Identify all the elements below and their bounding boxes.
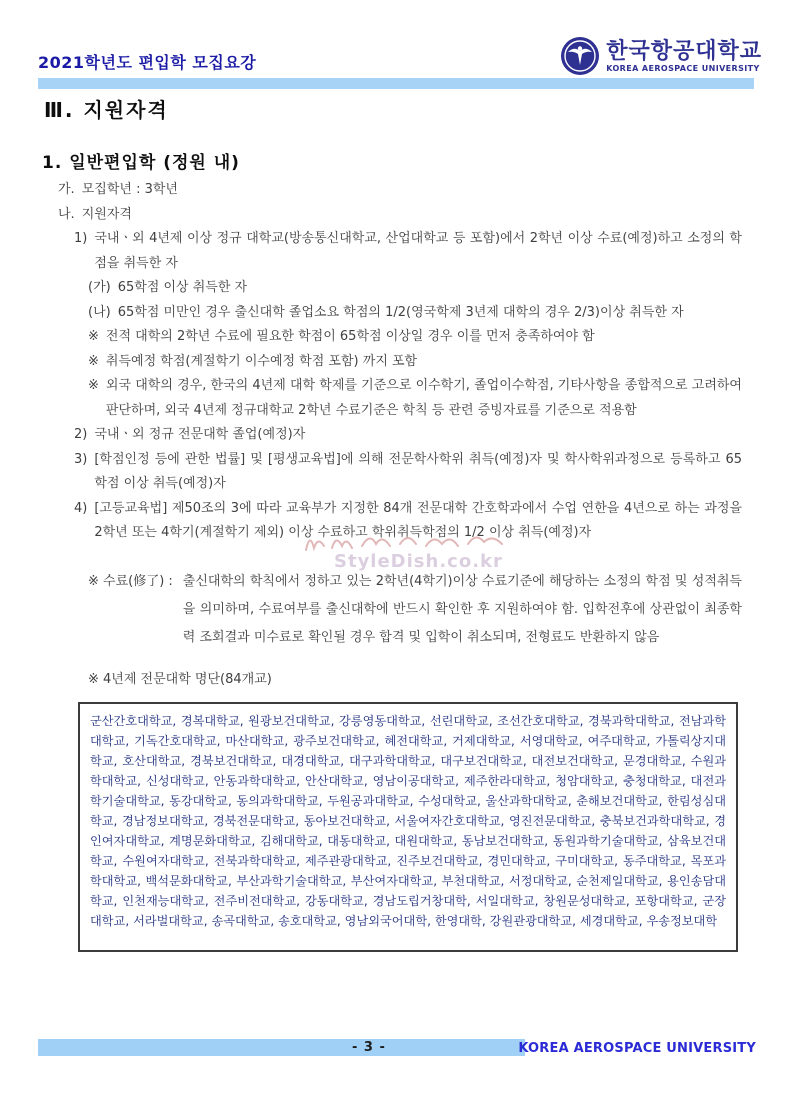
section-heading: 1. 일반편입학 (정원 내) xyxy=(42,153,240,173)
list-item xyxy=(58,448,742,497)
university-logo xyxy=(560,36,762,76)
list-item xyxy=(58,350,742,375)
university-name-korean: 한국항공대학교 xyxy=(606,38,762,64)
list-item xyxy=(58,203,742,228)
item-text: [학점인정 등에 관한 법률] 및 [평생교육법]에 의해 전문학사학위 취득(예정)자 및 학사학위과정으로 등록하고 65학점 이상 취득(예정)자 xyxy=(94,451,742,491)
footer-bar xyxy=(38,1039,525,1056)
list-item xyxy=(58,276,742,301)
item-text: 지원자격 xyxy=(81,206,132,222)
item-marker: (가) xyxy=(88,280,111,295)
note-marker: ※ 수료(修了) : xyxy=(88,573,173,589)
page-title: Ⅲ. 지원자격 xyxy=(44,98,169,122)
list-item xyxy=(58,301,742,326)
college-list-box: 군산간호대학교, 경복대학교, 원광보건대학교, 강릉영동대학교, 선린대학교, 조선간호대학교, 경북과학대학교, 전남과학대학교, 기독간호대학교, 마산대학교, 광주보건대학교, 혜전대학교, 거제대학교, 서영대학교, 여주대학교, 가톨릭상지대학교, 호산대학교, 경북보건대학교, 대경대학교, 대구과학대학교, 대구보건대학교, 대전보건대학교, 문경대학교, 수원과학대학교, 신성대학교, 안동과학대학교, 안산대학교, 영남이공대학교, 제주한라대학교, 청암대학교, 충청대학교, 대전과학기술대학교, 동강대학교, 동의과학대학교, 두원공과대학교, 수성대학교, 울산과학대학교, 춘해보건대학교, 한림성심대학교, 경남정보대학교, 경북전문대학교, 동아보건대학교, 서울여자간호대학교, 영진전문대학교, 충북보건과학대학교, 경인여자대학교, 계명문화대학교, 김해대학교, 대동대학교, 대원대학교, 동남보건대학교, 동원과학기술대학교, 삼육보건대학교, 수원여자대학교, 전북과학대학교, 제주관광대학교, 진주보건대학교, 경민대학교, 구미대학교, 동주대학교, 목포과학대학교, 백석문화대학교, 부산과학기술대학교, 부산여자대학교, 부천대학교, 서정대학교, 순천제일대학교, 용인송담대학교, 인천재능대학교, 전주비전대학교, 강동대학교, 경남도립거창대학, 서일대학교, 창원문성대학교, 포항대학교, 군장대학교, 서라벌대학교, 송곡대학교, 송호대학교, 영남외국어대학, 한영대학, 강원관광대학교, 세경대학교, 우송정보대학 xyxy=(78,702,738,952)
item-text: 취득예정 학점(계절학기 이수예정 학점 포함) 까지 포함 xyxy=(105,353,418,369)
list-item xyxy=(58,497,742,546)
item-marker: 4) xyxy=(74,500,88,516)
item-text: 65학점 이상 취득한 자 xyxy=(117,280,248,295)
item-text: 외국 대학의 경우, 한국의 4년제 대학 학제를 기준으로 이수학기, 졸업이수학점, 기타사항을 종합적으로 고려하여 판단하며, 외국 4년제 정규대학교 2학년 수료기준은 학칙 등 관련 증빙자료를 기준으로 적용함 xyxy=(105,378,742,418)
item-marker: 1) xyxy=(74,231,88,246)
note-text: 출신대학의 학칙에서 정하고 있는 2학년(4학기)이상 수료기준에 해당하는 소정의 학점 및 성적취득을 의미하며, 수료여부를 출신대학에 반드시 확인한 후 지원하여야 함. 입학전후에 상관없이 최종학력 조회결과 미수료로 확인될 경우 합격 및 입학이 취소되며, 전형료도 반환하지 않음 xyxy=(182,573,742,645)
item-marker: 3) xyxy=(74,451,88,467)
university-name-english: KOREA AEROSPACE UNIVERSITY xyxy=(606,63,760,73)
item-marker: 나. xyxy=(58,206,75,222)
college-list-heading: ※ 4년제 전문대학 명단(84개교) xyxy=(88,671,272,687)
list-item xyxy=(58,423,742,448)
list-item xyxy=(58,178,742,203)
item-marker: ※ xyxy=(88,353,99,369)
university-emblem-icon xyxy=(560,36,600,76)
list-item xyxy=(58,325,742,350)
item-text: 국내ㆍ외 정규 전문대학 졸업(예정)자 xyxy=(94,427,306,442)
university-logo-text xyxy=(606,40,762,73)
watermark-site-text: StyleDish.co.kr xyxy=(334,551,503,572)
footer-university-name: KOREA AEROSPACE UNIVERSITY xyxy=(518,1041,756,1056)
completion-note xyxy=(58,568,742,652)
item-text: [고등교육법] 제50조의 3에 따라 교육부가 지정한 84개 전문대학 간호학과에서 수업 연한을 4년으로 하는 과정을 2학년 또는 4학기(계절학기 제외) 이상 수료하고 학위취득학점의 1/2 이상 취득(예정)자 xyxy=(94,500,742,540)
header-divider-bar xyxy=(38,78,754,89)
list-item xyxy=(58,227,742,276)
item-text: 전적 대학의 2학년 수료에 필요한 학점이 65학점 이상일 경우 이를 먼저 충족하여야 함 xyxy=(105,329,595,344)
item-marker: (나) xyxy=(88,304,111,320)
item-text: 65학점 미만인 경우 출신대학 졸업소요 학점의 1/2(영국학제 3년제 대학의 경우 2/3)이상 취득한 자 xyxy=(117,304,684,320)
item-marker: ※ xyxy=(88,378,99,393)
document-header-title: 2021학년도 편입학 모집요강 xyxy=(38,53,257,72)
list-item xyxy=(58,374,742,423)
page-number: - 3 - xyxy=(352,1040,386,1055)
item-text: 모집학년 : 3학년 xyxy=(81,182,178,197)
item-text: 국내ㆍ외 4년제 이상 정규 대학교(방송통신대학교, 산업대학교 등 포함)에서 2학년 이상 수료(예정)하고 소정의 학점을 취득한 자 xyxy=(94,231,742,271)
item-marker: 2) xyxy=(74,427,88,442)
item-marker: 가. xyxy=(58,182,75,197)
body-content xyxy=(58,178,742,952)
item-marker: ※ xyxy=(88,329,99,344)
